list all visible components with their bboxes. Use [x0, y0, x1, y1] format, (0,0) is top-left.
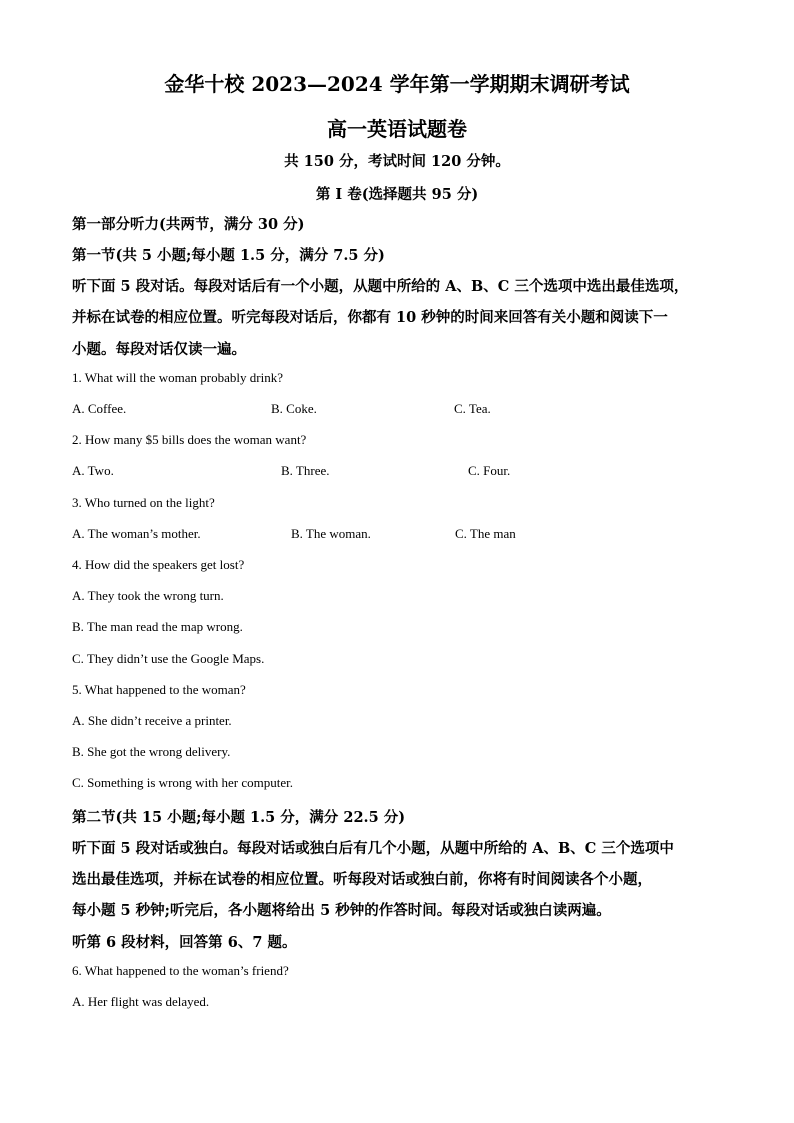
question-2-option-b: B. Three. — [281, 463, 330, 478]
section2-heading: 第二节(共 15 小题;每小题 1.5 分，满分 22.5 分) — [72, 809, 406, 826]
exam-title: 金华十校 2023—2024 学年第一学期期末调研考试 — [164, 72, 630, 96]
question-3-option-b: B. The woman. — [291, 526, 371, 541]
question-6-option-a: A. Her flight was delayed. — [72, 994, 210, 1009]
question-3-option-a: A. The woman’s mother. — [72, 526, 201, 541]
section2-instructions-line3: 每小题 5 秒钟;听完后，各小题将给出 5 秒钟的作答时间。每段对话或独白读两遍。 — [72, 902, 611, 919]
question-5-stem: 5. What happened to the woman? — [72, 682, 246, 697]
exam-subtitle: 高一英语试题卷 — [327, 117, 467, 141]
section2-instructions-line2: 选出最佳选项，并标在试卷的相应位置。听每段对话或独白前，你将有时间阅读各个小题， — [72, 871, 652, 888]
question-2-option-c: C. Four. — [468, 463, 511, 478]
question-1-option-a: A. Coffee. — [72, 401, 127, 416]
section1-instructions-line1: 听下面 5 段对话。每段对话后有一个小题，从题中所给的 A、B、C 三个选项中选出最佳选项， — [72, 278, 689, 295]
question-1-option-c: C. Tea. — [454, 401, 491, 416]
question-3-option-c: C. The man — [455, 526, 516, 541]
section2-instructions-line1: 听下面 5 段对话或独白。每段对话或独白后有几个小题，从题中所给的 A、B、C 三个选项中 — [72, 840, 674, 857]
question-4-option-a: A. They took the wrong turn. — [72, 588, 224, 603]
question-6-stem: 6. What happened to the woman’s friend? — [72, 963, 289, 978]
part1-heading: 第一部分听力(共两节，满分 30 分) — [72, 216, 305, 233]
volume-heading: 第 I 卷(选择题共 95 分) — [315, 186, 479, 203]
section1-instructions-line3: 小题。每段对话仅读一遍。 — [72, 341, 246, 358]
section1-heading: 第一节(共 5 小题;每小题 1.5 分，满分 7.5 分) — [72, 247, 385, 264]
question-2-stem: 2. How many $5 bills does the woman want? — [72, 432, 307, 447]
question-1-stem: 1. What will the woman probably drink? — [72, 370, 283, 385]
question-4-stem: 4. How did the speakers get lost? — [72, 557, 245, 572]
question-5-option-b: B. She got the wrong delivery. — [72, 744, 231, 759]
question-2-option-a: A. Two. — [72, 463, 114, 478]
exam-info: 共 150 分，考试时间 120 分钟。 — [284, 153, 510, 170]
question-4-option-b: B. The man read the map wrong. — [72, 619, 243, 634]
material-note: 听第 6 段材料，回答第 6、7 题。 — [72, 934, 297, 951]
section1-instructions-line2: 并标在试卷的相应位置。听完每段对话后，你都有 10 秒钟的时间来回答有关小题和阅读下一 — [72, 309, 668, 326]
question-5-option-c: C. Something is wrong with her computer. — [72, 775, 293, 790]
question-5-option-a: A. She didn’t receive a printer. — [72, 713, 232, 728]
question-3-stem: 3. Who turned on the light? — [72, 495, 215, 510]
question-4-option-c: C. They didn’t use the Google Maps. — [72, 651, 265, 666]
question-1-option-b: B. Coke. — [271, 401, 317, 416]
